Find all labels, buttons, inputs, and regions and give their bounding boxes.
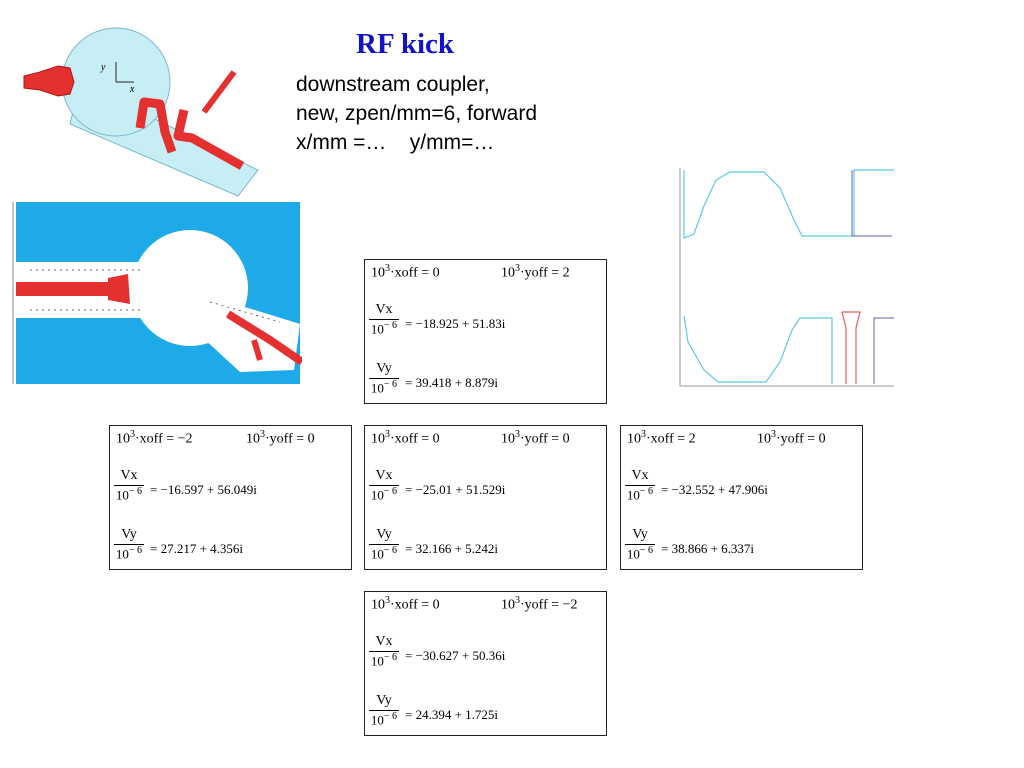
subtitle xyxy=(296,70,537,157)
axis-x-label: x xyxy=(130,84,135,95)
vx-value: −30.627 + 50.36i xyxy=(415,648,506,663)
cavity-3d-model xyxy=(20,20,270,200)
xoff-value: 0 xyxy=(432,265,440,281)
yoff-value: 2 xyxy=(562,265,570,281)
vx-value: −32.552 + 47.906i xyxy=(671,482,768,497)
vy-value: 24.394 + 1.725i xyxy=(415,707,499,722)
result-box: $10^3\cdot xoff = 0$ $10^3\cdot yoff = -2$ $\frac{Vx}{10^{- 6}}$ = −30.627 + 50.36i $\frac{Vy}{10^{- 6}}$ = 24.394 + 1.725i xyxy=(364,591,607,736)
vx-value: −18.925 + 51.83i xyxy=(415,316,506,331)
vy-value: 27.217 + 4.356i xyxy=(160,541,244,556)
subtitle-line: new, zpen/mm=6, forward xyxy=(296,102,538,125)
vx-value: −16.597 + 56.049i xyxy=(160,482,257,497)
yoff-value: 0 xyxy=(562,431,570,447)
result-box: $10^3\cdot xoff = 2$ $10^3\cdot yoff = 0$ $\frac{Vx}{10^{- 6}}$ = −32.552 + 47.906i $\frac{Vy}{10^{- 6}}$ = 38.866 + 6.337i xyxy=(620,425,863,570)
vy-value: 38.866 + 6.337i xyxy=(671,541,755,556)
xoff-value: 0 xyxy=(432,597,440,613)
yoff-value: 0 xyxy=(307,431,315,447)
field-plot xyxy=(10,202,302,386)
yoff-value: 0 xyxy=(818,431,826,447)
subtitle-line: x/mm =… y/mm=… xyxy=(296,131,495,154)
xoff-value: −2 xyxy=(177,431,193,447)
axis-y-label: y xyxy=(101,62,106,73)
yoff-value: −2 xyxy=(562,597,578,613)
vy-value: 32.166 + 5.242i xyxy=(415,541,499,556)
vy-value: 39.418 + 8.879i xyxy=(415,375,499,390)
result-box: $10^3\cdot xoff = 0$ $10^3\cdot yoff = 0$ $\frac{Vx}{10^{- 6}}$ = −25.01 + 51.529i $\frac{Vy}{10^{- 6}}$ = 32.166 + 5.242i xyxy=(364,425,607,570)
subtitle-line: downstream coupler, xyxy=(296,73,490,96)
result-box: $10^3\cdot xoff = -2$ $10^3\cdot yoff = 0$ $\frac{Vx}{10^{- 6}}$ = −16.597 + 56.049i $\frac{Vy}{10^{- 6}}$ = 27.217 + 4.356i xyxy=(109,425,352,570)
cavity-contour-plot xyxy=(676,166,896,394)
result-box: $10^3\cdot xoff = 0$ $10^3\cdot yoff = 2$ $\frac{Vx}{10^{- 6}}$ = −18.925 + 51.83i $\frac{Vy}{10^{- 6}}$ = 39.418 + 8.879i xyxy=(364,259,607,404)
vx-value: −25.01 + 51.529i xyxy=(415,482,506,497)
xoff-value: 0 xyxy=(432,431,440,447)
slide-title: RF kick xyxy=(356,28,455,60)
xoff-value: 2 xyxy=(688,431,696,447)
